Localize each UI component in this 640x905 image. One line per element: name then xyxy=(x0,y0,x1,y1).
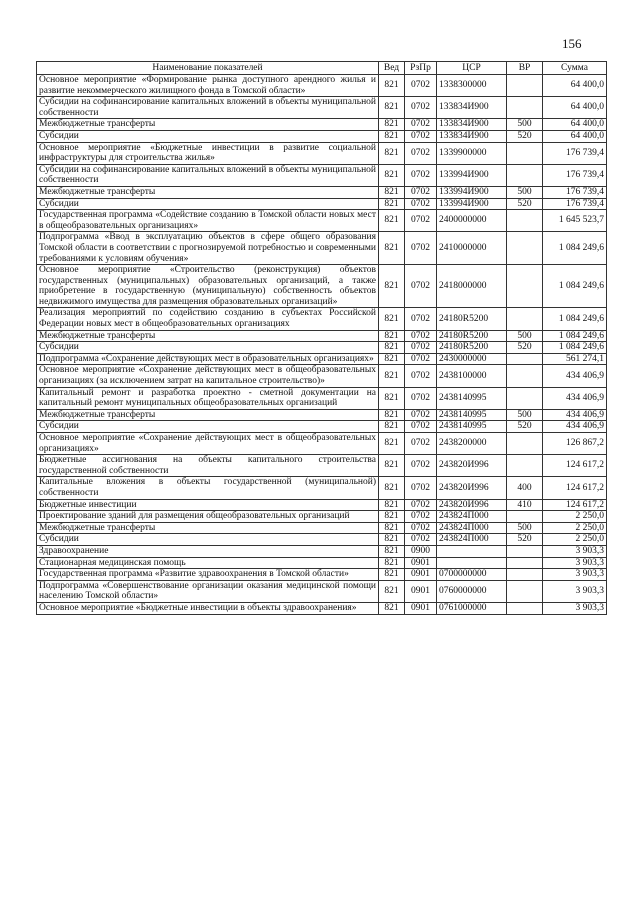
table-row xyxy=(37,387,607,409)
cell-rzpr: 0702 xyxy=(405,522,437,534)
cell-rzpr: 0901 xyxy=(405,602,437,614)
cell-sum: 2 250,0 xyxy=(543,522,607,534)
cell-ved: 821 xyxy=(379,119,405,131)
table-row xyxy=(37,409,607,421)
cell-name: Проектирование зданий для размещения общеобразовательных организаций xyxy=(37,511,379,523)
cell-ved: 821 xyxy=(379,477,405,499)
cell-vr xyxy=(507,569,543,581)
cell-name: Межбюджетные трансферты xyxy=(37,409,379,421)
cell-rzpr: 0702 xyxy=(405,499,437,511)
cell-vr xyxy=(507,97,543,119)
cell-rzpr: 0702 xyxy=(405,387,437,409)
cell-ved: 821 xyxy=(379,130,405,142)
table-row xyxy=(37,455,607,477)
cell-name: Субсидии xyxy=(37,534,379,546)
cell-rzpr: 0702 xyxy=(405,265,437,308)
cell-csr: 133834И900 xyxy=(437,130,507,142)
cell-sum: 2 250,0 xyxy=(543,534,607,546)
table-row xyxy=(37,308,607,330)
cell-vr: 500 xyxy=(507,409,543,421)
cell-name: Подпрограмма «Сохранение действующих мест в образовательных организациях» xyxy=(37,353,379,365)
cell-vr xyxy=(507,353,543,365)
cell-rzpr: 0702 xyxy=(405,534,437,546)
cell-csr: 1339900000 xyxy=(437,142,507,164)
cell-vr: 500 xyxy=(507,330,543,342)
cell-sum: 1 084 249,6 xyxy=(543,265,607,308)
cell-csr: 133834И900 xyxy=(437,97,507,119)
cell-csr xyxy=(437,557,507,569)
table-body xyxy=(37,75,607,615)
cell-csr: 0760000000 xyxy=(437,580,507,602)
cell-rzpr: 0702 xyxy=(405,455,437,477)
cell-sum: 1 084 249,6 xyxy=(543,308,607,330)
cell-sum: 64 400,0 xyxy=(543,75,607,97)
cell-rzpr: 0702 xyxy=(405,97,437,119)
cell-ved: 821 xyxy=(379,186,405,198)
cell-csr: 243820И996 xyxy=(437,477,507,499)
table-row xyxy=(37,433,607,455)
cell-vr xyxy=(507,557,543,569)
cell-sum: 64 400,0 xyxy=(543,130,607,142)
cell-name: Основное мероприятие «Бюджетные инвестиции в объекты здравоохранения» xyxy=(37,602,379,614)
cell-sum: 124 617,2 xyxy=(543,455,607,477)
cell-ved: 821 xyxy=(379,557,405,569)
col-header-sum: Сумма xyxy=(543,62,607,75)
cell-csr xyxy=(437,545,507,557)
table-row xyxy=(37,534,607,546)
cell-ved: 821 xyxy=(379,232,405,265)
table-row xyxy=(37,522,607,534)
cell-csr: 24180R5200 xyxy=(437,330,507,342)
cell-csr: 2410000000 xyxy=(437,232,507,265)
cell-ved: 821 xyxy=(379,353,405,365)
cell-ved: 821 xyxy=(379,198,405,210)
cell-name: Субсидии на софинансирование капитальных вложений в объекты муниципальной собственности xyxy=(37,97,379,119)
col-header-csr: ЦСР xyxy=(437,62,507,75)
cell-csr: 243824П000 xyxy=(437,511,507,523)
cell-ved: 821 xyxy=(379,409,405,421)
cell-rzpr: 0702 xyxy=(405,511,437,523)
cell-csr: 133994И900 xyxy=(437,186,507,198)
table-row xyxy=(37,119,607,131)
cell-name: Субсидии xyxy=(37,342,379,354)
cell-name: Капитальный ремонт и разработка проектно - сметной документации на капитальный ремонт муниципальных общеобразовательных организаций xyxy=(37,387,379,409)
table-row xyxy=(37,97,607,119)
cell-name: Межбюджетные трансферты xyxy=(37,186,379,198)
cell-vr: 520 xyxy=(507,130,543,142)
cell-sum: 3 903,3 xyxy=(543,545,607,557)
cell-rzpr: 0702 xyxy=(405,330,437,342)
cell-sum: 1 084 249,6 xyxy=(543,330,607,342)
cell-vr: 400 xyxy=(507,477,543,499)
cell-name: Основное мероприятие «Бюджетные инвестиции в развитие социальной инфраструктуры для строительства жилья» xyxy=(37,142,379,164)
cell-sum: 1 084 249,6 xyxy=(543,342,607,354)
cell-name: Субсидии xyxy=(37,421,379,433)
cell-csr: 2438140995 xyxy=(437,387,507,409)
cell-ved: 821 xyxy=(379,569,405,581)
cell-ved: 821 xyxy=(379,365,405,387)
cell-vr: 520 xyxy=(507,534,543,546)
cell-vr: 520 xyxy=(507,342,543,354)
cell-vr xyxy=(507,308,543,330)
cell-rzpr: 0702 xyxy=(405,210,437,232)
cell-ved: 821 xyxy=(379,210,405,232)
col-header-rzpr: РзПр xyxy=(405,62,437,75)
cell-ved: 821 xyxy=(379,602,405,614)
cell-rzpr: 0702 xyxy=(405,433,437,455)
cell-csr: 0700000000 xyxy=(437,569,507,581)
cell-rzpr: 0901 xyxy=(405,580,437,602)
cell-sum: 1 645 523,7 xyxy=(543,210,607,232)
cell-sum: 561 274,1 xyxy=(543,353,607,365)
cell-ved: 821 xyxy=(379,308,405,330)
cell-vr xyxy=(507,232,543,265)
cell-sum: 2 250,0 xyxy=(543,511,607,523)
cell-name: Стационарная медицинская помощь xyxy=(37,557,379,569)
cell-sum: 3 903,3 xyxy=(543,557,607,569)
header-row xyxy=(37,62,607,75)
cell-rzpr: 0702 xyxy=(405,75,437,97)
cell-sum: 434 406,9 xyxy=(543,387,607,409)
table-row xyxy=(37,232,607,265)
col-header-name: Наименование показателей xyxy=(37,62,379,75)
cell-name: Межбюджетные трансферты xyxy=(37,330,379,342)
table-row xyxy=(37,421,607,433)
cell-csr: 2430000000 xyxy=(437,353,507,365)
cell-csr: 243820И996 xyxy=(437,499,507,511)
cell-ved: 821 xyxy=(379,534,405,546)
cell-sum: 3 903,3 xyxy=(543,580,607,602)
cell-ved: 821 xyxy=(379,97,405,119)
cell-csr: 133994И900 xyxy=(437,164,507,186)
cell-ved: 821 xyxy=(379,511,405,523)
cell-sum: 3 903,3 xyxy=(543,602,607,614)
cell-ved: 821 xyxy=(379,142,405,164)
cell-name: Субсидии xyxy=(37,198,379,210)
cell-ved: 821 xyxy=(379,455,405,477)
cell-vr xyxy=(507,455,543,477)
cell-sum: 124 617,2 xyxy=(543,477,607,499)
cell-vr: 520 xyxy=(507,421,543,433)
cell-vr: 500 xyxy=(507,119,543,131)
cell-sum: 1 084 249,6 xyxy=(543,232,607,265)
cell-vr xyxy=(507,602,543,614)
cell-csr: 2400000000 xyxy=(437,210,507,232)
table-row xyxy=(37,342,607,354)
cell-name: Бюджетные инвестиции xyxy=(37,499,379,511)
table-row xyxy=(37,164,607,186)
cell-name: Подпрограмма «Совершенствование организации оказания медицинской помощи населению Томской области» xyxy=(37,580,379,602)
table-row xyxy=(37,557,607,569)
cell-rzpr: 0702 xyxy=(405,130,437,142)
cell-rzpr: 0702 xyxy=(405,142,437,164)
cell-vr xyxy=(507,210,543,232)
cell-name: Основное мероприятие «Формирование рынка доступного арендного жилья и развитие некоммерческого жилищного фонда в Томской области» xyxy=(37,75,379,97)
cell-sum: 434 406,9 xyxy=(543,409,607,421)
cell-rzpr: 0901 xyxy=(405,557,437,569)
table-row xyxy=(37,198,607,210)
cell-name: Подпрограмма «Ввод в эксплуатацию объектов в сфере общего образования Томской области в соответствии с прогнозируемой потребностью и современными требованиями к условиям обучения» xyxy=(37,232,379,265)
cell-ved: 821 xyxy=(379,387,405,409)
table-row xyxy=(37,602,607,614)
cell-vr xyxy=(507,387,543,409)
cell-name: Основное мероприятие «Сохранение действующих мест в общеобразовательных организациях (за исключением затрат на капитальное строительство)» xyxy=(37,365,379,387)
cell-sum: 434 406,9 xyxy=(543,365,607,387)
cell-rzpr: 0702 xyxy=(405,353,437,365)
table-row xyxy=(37,477,607,499)
cell-csr: 133994И900 xyxy=(437,198,507,210)
cell-csr: 133834И900 xyxy=(437,119,507,131)
cell-ved: 821 xyxy=(379,522,405,534)
table-row xyxy=(37,569,607,581)
cell-csr: 24180R5200 xyxy=(437,342,507,354)
table-row xyxy=(37,330,607,342)
table-row xyxy=(37,142,607,164)
table-row xyxy=(37,265,607,308)
table-row xyxy=(37,365,607,387)
cell-name: Здравоохранение xyxy=(37,545,379,557)
cell-rzpr: 0702 xyxy=(405,186,437,198)
cell-vr xyxy=(507,75,543,97)
cell-csr: 1338300000 xyxy=(437,75,507,97)
cell-sum: 176 739,4 xyxy=(543,142,607,164)
cell-csr: 2438140995 xyxy=(437,409,507,421)
table-row xyxy=(37,210,607,232)
cell-vr xyxy=(507,545,543,557)
cell-vr: 410 xyxy=(507,499,543,511)
cell-rzpr: 0702 xyxy=(405,164,437,186)
cell-name: Реализация мероприятий по содействию созданию в субъектах Российской Федерации новых мест в общеобразовательных организациях xyxy=(37,308,379,330)
cell-ved: 821 xyxy=(379,499,405,511)
cell-rzpr: 0900 xyxy=(405,545,437,557)
cell-vr xyxy=(507,265,543,308)
cell-ved: 821 xyxy=(379,580,405,602)
table-row xyxy=(37,545,607,557)
cell-ved: 821 xyxy=(379,433,405,455)
cell-csr: 2438200000 xyxy=(437,433,507,455)
cell-name: Государственная программа «Развитие здравоохранения в Томской области» xyxy=(37,569,379,581)
cell-csr: 2438140995 xyxy=(437,421,507,433)
cell-name: Межбюджетные трансферты xyxy=(37,522,379,534)
cell-name: Бюджетные ассигнования на объекты капитального строительства государственной собственности xyxy=(37,455,379,477)
cell-csr: 243820И996 xyxy=(437,455,507,477)
col-header-ved: Вед xyxy=(379,62,405,75)
cell-rzpr: 0702 xyxy=(405,308,437,330)
cell-vr xyxy=(507,433,543,455)
cell-sum: 124 617,2 xyxy=(543,499,607,511)
cell-ved: 821 xyxy=(379,330,405,342)
cell-sum: 64 400,0 xyxy=(543,97,607,119)
cell-vr xyxy=(507,365,543,387)
table-row xyxy=(37,186,607,198)
table-row xyxy=(37,580,607,602)
cell-rzpr: 0702 xyxy=(405,198,437,210)
cell-sum: 64 400,0 xyxy=(543,119,607,131)
cell-name: Государственная программа «Содействие созданию в Томской области новых мест в общеобразовательных организациях» xyxy=(37,210,379,232)
cell-vr xyxy=(507,511,543,523)
cell-rzpr: 0702 xyxy=(405,342,437,354)
cell-name: Субсидии на софинансирование капитальных вложений в объекты муниципальной собственности xyxy=(37,164,379,186)
cell-sum: 126 867,2 xyxy=(543,433,607,455)
cell-ved: 821 xyxy=(379,545,405,557)
cell-ved: 821 xyxy=(379,342,405,354)
table-row xyxy=(37,130,607,142)
cell-csr: 2418000000 xyxy=(437,265,507,308)
cell-vr xyxy=(507,142,543,164)
col-header-vr: ВР xyxy=(507,62,543,75)
table-row xyxy=(37,511,607,523)
table-row xyxy=(37,75,607,97)
cell-name: Капитальные вложения в объекты государственной (муниципальной) собственности xyxy=(37,477,379,499)
cell-vr: 500 xyxy=(507,186,543,198)
cell-csr: 0761000000 xyxy=(437,602,507,614)
cell-csr: 2438100000 xyxy=(437,365,507,387)
table-row xyxy=(37,353,607,365)
cell-csr: 243824П000 xyxy=(437,522,507,534)
cell-vr xyxy=(507,580,543,602)
cell-name: Основное мероприятие «Сохранение действующих мест в общеобразовательных организациях» xyxy=(37,433,379,455)
cell-rzpr: 0702 xyxy=(405,421,437,433)
cell-rzpr: 0702 xyxy=(405,365,437,387)
cell-vr xyxy=(507,164,543,186)
cell-sum: 176 739,4 xyxy=(543,198,607,210)
cell-name: Основное мероприятие «Строительство (реконструкция) объектов государственных (муниципальных) образовательных организаций, а также приобретение в государственную (муниципальную) собственность объектов недвижимого имущества для размещения образовательных организаций» xyxy=(37,265,379,308)
cell-ved: 821 xyxy=(379,421,405,433)
cell-ved: 821 xyxy=(379,164,405,186)
cell-rzpr: 0702 xyxy=(405,232,437,265)
cell-name: Субсидии xyxy=(37,130,379,142)
cell-ved: 821 xyxy=(379,75,405,97)
cell-sum: 176 739,4 xyxy=(543,186,607,198)
table-row xyxy=(37,499,607,511)
cell-sum: 434 406,9 xyxy=(543,421,607,433)
cell-csr: 24180R5200 xyxy=(437,308,507,330)
cell-name: Межбюджетные трансферты xyxy=(37,119,379,131)
cell-rzpr: 0901 xyxy=(405,569,437,581)
cell-vr: 520 xyxy=(507,198,543,210)
cell-rzpr: 0702 xyxy=(405,409,437,421)
page-number: 156 xyxy=(562,36,582,51)
cell-rzpr: 0702 xyxy=(405,119,437,131)
cell-sum: 3 903,3 xyxy=(543,569,607,581)
budget-table xyxy=(36,61,607,615)
cell-ved: 821 xyxy=(379,265,405,308)
cell-rzpr: 0702 xyxy=(405,477,437,499)
cell-csr: 243824П000 xyxy=(437,534,507,546)
cell-vr: 500 xyxy=(507,522,543,534)
cell-sum: 176 739,4 xyxy=(543,164,607,186)
